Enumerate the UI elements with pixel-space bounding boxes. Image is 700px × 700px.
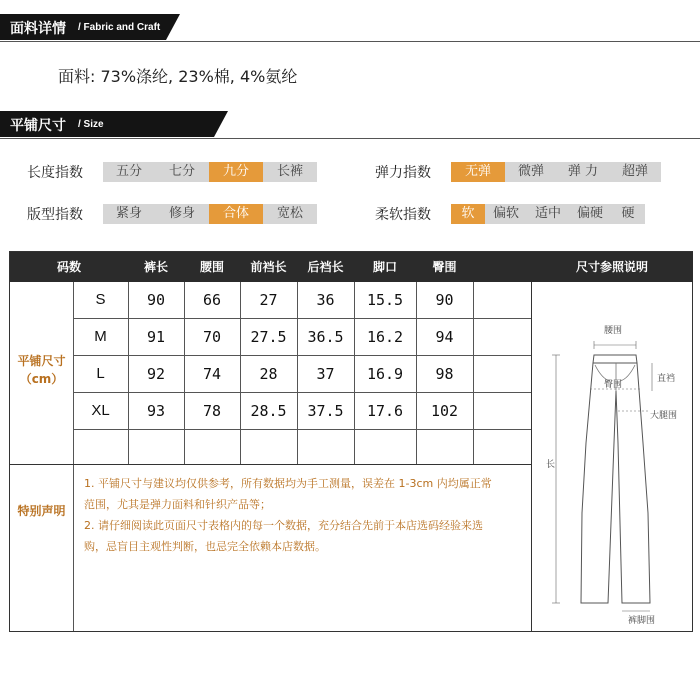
- softness-option: 偏软: [485, 204, 527, 224]
- thigh-label: 大腿围: [650, 411, 678, 421]
- value-cell: 92: [146, 365, 166, 383]
- front-rise-label: 直裆: [657, 374, 676, 384]
- length-option: 七分: [155, 162, 209, 182]
- value-cell: 74: [202, 365, 222, 383]
- size-cell: L: [96, 365, 105, 382]
- elasticity-option: 超弹: [609, 162, 661, 182]
- softness-index: [375, 203, 645, 225]
- value-cell: 70: [202, 328, 222, 346]
- row-label: [10, 352, 73, 388]
- value-cell: 36.5: [307, 328, 344, 346]
- value-cell: 37: [316, 365, 335, 383]
- value-cell: 90: [435, 291, 454, 309]
- value-cell: 27.5: [250, 328, 287, 346]
- fabric-composition: 面料: 73%涤纶, 23%棉, 4%氨纶: [58, 67, 298, 86]
- length-option-selected: 九分: [209, 162, 263, 182]
- value-cell: 93: [146, 402, 166, 420]
- length-index-label: 长度指数: [27, 165, 83, 181]
- header-size-reference: 尺寸参照说明: [531, 252, 693, 282]
- value-cell: 16.9: [366, 365, 404, 383]
- softness-option: 适中: [527, 204, 569, 224]
- fit-index-label: 版型指数: [27, 207, 83, 223]
- notes-label: 特别声明: [17, 504, 66, 518]
- note-line: 购，忌盲目主观性判断，也忌完全依赖本店数据。: [84, 540, 326, 553]
- header-length: 裤长: [128, 252, 184, 282]
- value-cell: 90: [146, 291, 166, 309]
- softness-option: 硬: [611, 204, 645, 224]
- size-table: [9, 251, 693, 632]
- value-cell: 94: [435, 328, 454, 346]
- value-cell: 28: [259, 365, 278, 383]
- length-option: 长裤: [263, 162, 317, 182]
- length-index: [27, 161, 317, 183]
- size-cell: M: [94, 328, 107, 345]
- fit-option: 宽松: [263, 204, 317, 224]
- elasticity-index: [375, 161, 661, 183]
- value-cell: 102: [430, 402, 459, 420]
- pants-diagram: [532, 283, 693, 631]
- header-back-rise: 后裆长: [297, 252, 354, 282]
- row-label-line2: （cm）: [19, 372, 64, 386]
- header-front-rise: 前裆长: [240, 252, 297, 282]
- value-cell: 66: [202, 291, 222, 309]
- fit-index: [27, 203, 317, 225]
- value-cell: 15.5: [366, 291, 404, 309]
- hip-label: 臀围: [604, 380, 623, 390]
- length-option: 五分: [103, 162, 155, 182]
- header-blank: [473, 252, 531, 282]
- elasticity-option: 弹 力: [557, 162, 609, 182]
- fabric-section-header: [0, 14, 700, 42]
- note-line: 2. 请仔细阅读此页面尺寸表格内的每一个数据，充分结合先前于本店选码经验来选: [84, 519, 483, 532]
- value-cell: 27: [259, 291, 278, 309]
- size-section-header: [0, 111, 700, 139]
- size-section-subtitle: / Size: [78, 119, 104, 130]
- elasticity-index-label: 弹力指数: [375, 165, 431, 181]
- size-section-title: 平铺尺寸: [10, 118, 66, 134]
- fabric-section-subtitle: / Fabric and Craft: [78, 22, 161, 33]
- note-line: 1. 平铺尺寸与建议均仅供参考，所有数据均为手工测量，误差在 1-3cm 内均属正常: [84, 477, 492, 490]
- fit-option: 修身: [155, 204, 209, 224]
- value-cell: 98: [435, 365, 454, 383]
- note-line: 范围，尤其是弹力面料和针织产品等；: [84, 498, 271, 511]
- size-cell: XL: [91, 402, 110, 419]
- hem-label: 裤脚围: [628, 616, 656, 626]
- elasticity-option: 微弹: [505, 162, 557, 182]
- value-cell: 37.5: [307, 402, 344, 420]
- row-label-line1: 平铺尺寸: [17, 354, 66, 368]
- value-cell: 28.5: [250, 402, 287, 420]
- header-size: 码数: [10, 252, 128, 282]
- softness-index-label: 柔软指数: [375, 207, 431, 223]
- fabric-section-title: 面料详情: [10, 21, 66, 37]
- header-hem: 脚口: [354, 252, 416, 282]
- elasticity-option-selected: 无弹: [451, 162, 505, 182]
- waist-label: 腰围: [604, 326, 623, 336]
- value-cell: 91: [146, 328, 166, 346]
- header-waist: 腰围: [184, 252, 240, 282]
- softness-option-selected: 软: [451, 204, 485, 224]
- length-label: 长: [546, 460, 556, 470]
- size-cell: S: [95, 291, 106, 308]
- value-cell: 16.2: [366, 328, 404, 346]
- fit-option-selected: 合体: [209, 204, 263, 224]
- value-cell: 17.6: [366, 402, 404, 420]
- fit-option: 紧身: [103, 204, 155, 224]
- notes-text: [84, 473, 530, 557]
- value-cell: 36: [316, 291, 335, 309]
- softness-option: 偏硬: [569, 204, 611, 224]
- value-cell: 78: [202, 402, 222, 420]
- header-hip: 臀围: [416, 252, 473, 282]
